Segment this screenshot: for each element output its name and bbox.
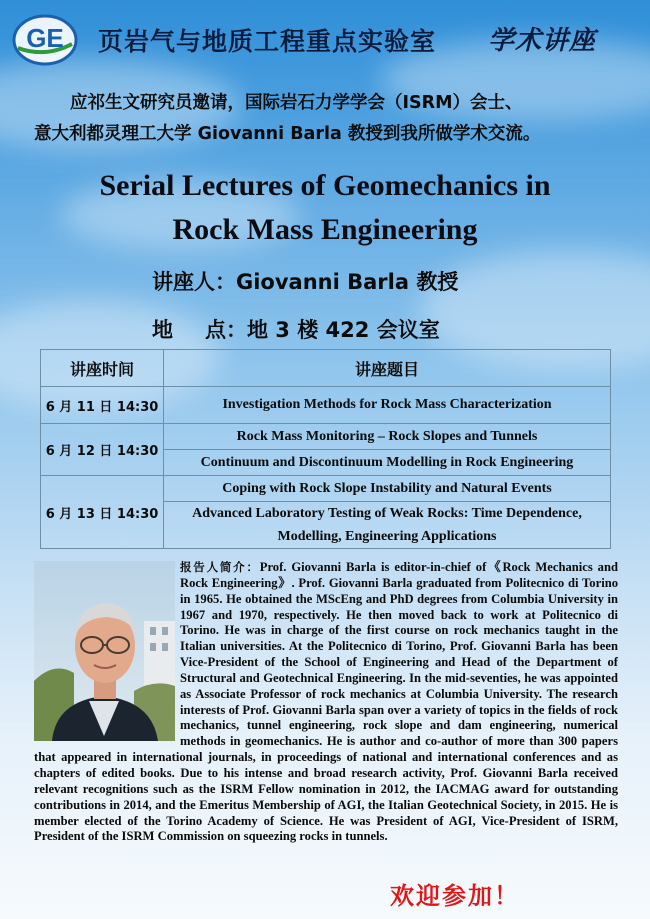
poster-header bbox=[10, 14, 640, 66]
speaker-line bbox=[152, 266, 458, 296]
schedule-table bbox=[40, 349, 611, 549]
table-row bbox=[41, 476, 611, 502]
welcome-text: 欢迎参加！ bbox=[390, 882, 520, 910]
table-header-row bbox=[41, 350, 611, 387]
logo-text: GE bbox=[26, 23, 64, 53]
venue-label-b: 点： bbox=[205, 318, 247, 342]
title-line-2: Rock Mass Engineering bbox=[172, 213, 478, 246]
lecture-title bbox=[0, 164, 650, 252]
bio-heading: 报告人简介： bbox=[180, 560, 260, 574]
intro-text bbox=[34, 88, 634, 150]
venue-label-a: 地 bbox=[152, 318, 173, 342]
row-topic: Rock Mass Monitoring – Rock Slopes and Tunnels bbox=[164, 424, 611, 450]
row-time: 6 月 13 日 14:30 bbox=[41, 476, 164, 549]
table-row bbox=[41, 424, 611, 450]
lecture-tag: 学术讲座 bbox=[488, 26, 597, 56]
table-row bbox=[41, 387, 611, 424]
ge-logo-icon bbox=[12, 14, 78, 66]
venue-line bbox=[152, 314, 440, 344]
venue-value: 地 3 楼 422 会议室 bbox=[247, 318, 440, 342]
lab-name: 页岩气与地质工程重点实验室 bbox=[98, 27, 437, 56]
header-topic: 讲座题目 bbox=[164, 350, 611, 387]
header-time: 讲座时间 bbox=[41, 350, 164, 387]
speaker-label: 讲座人： bbox=[152, 270, 236, 294]
bio-text: Prof. Giovanni Barla is editor-in-chief of《Rock Mechanics and Rock Engineering》. Prof. Giovanni Barla graduated from Politecnico di Torino in 1965. He obtained the MScEng and PhD degrees from Columbia University in 1967 and 1970, respectively. He then moved back to work at Politecnico di Torino. He was in charge of the first course on rock mechanics taught in the Italian universities. At the Politecnico di Torino, Prof. Giovanni Barla has been Vice-President of the School of Engineering and Head of the Department of Structural and Geotechnical Engineering. In the mid-seventies, he was appointed as Associate Professor of rock mechanics at Columbia University. The research interests of Prof. Giovanni Barla span over a variety of topics in the fields of rock mechanics, tunnel engineering, rock slope and dam engineering, numerical methods in geomechanics. He is author and co-author of more than 300 papers that appeared in international journals, in proceedings of national and international conferences and as chapters of edited books. Due to his intense and broad research activity, Prof. Giovanni Barla received relevant recognitions such as the ISRM Fellow nomination in 2012, the IACMAG award for outstanding contributions in 2014, and the Emeritus Membership of AGI, the Italian Geotechnical Society, in 2015. He is member elected of the Torino Academy of Science. He was President of AGI, Vice-President of ISRM, President of the ISRM Commission on squeezing rocks in tunnels. bbox=[34, 560, 618, 844]
row-topic: Investigation Methods for Rock Mass Characterization bbox=[164, 387, 611, 424]
row-topic: Coping with Rock Slope Instability and Natural Events bbox=[164, 476, 611, 502]
intro-line-1: 应祁生文研究员邀请，国际岩石力学学会（ISRM）会士、 bbox=[70, 93, 523, 113]
intro-line-2: 意大利都灵理工大学 Giovanni Barla 教授到我所做学术交流。 bbox=[34, 124, 541, 144]
speaker-name: Giovanni Barla 教授 bbox=[236, 270, 459, 294]
row-time: 6 月 12 日 14:30 bbox=[41, 424, 164, 476]
title-line-1: Serial Lectures of Geomechanics in bbox=[99, 169, 551, 202]
row-time: 6 月 11 日 14:30 bbox=[41, 387, 164, 424]
speaker-bio bbox=[34, 560, 618, 845]
row-topic: Continuum and Discontinuum Modelling in Rock Engineering bbox=[164, 450, 611, 476]
row-topic: Advanced Laboratory Testing of Weak Rocks: Time Dependence, Modelling, Engineering Applications bbox=[164, 502, 611, 549]
